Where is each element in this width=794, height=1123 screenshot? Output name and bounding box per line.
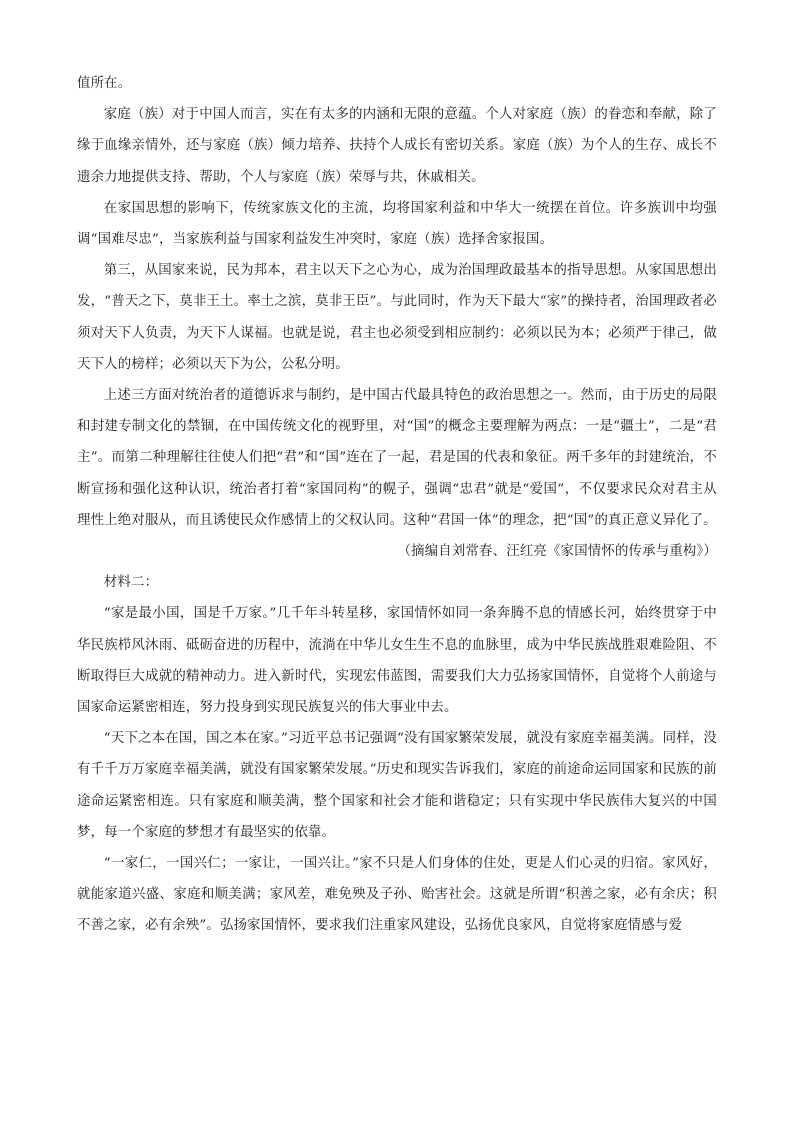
paragraph-family-smallest-nation: “家是最小国，国是千万家。”几千年斗转星移，家国情怀如同一条奔腾不息的情感长河，始终贯穿于中华民族栉风沐雨、砥砺奋进的历程中，流淌在中华儿女生生不息的血脉里，成为中华民族战胜艰难险阻、不断取得巨大成就的精神动力。进入新时代，实现宏伟蓝图，需要我们大力弘扬家国情怀，自觉将个人前途与国家命运紧密相连，努力投身到实现民族复兴的伟大事业中去。 — [77, 606, 717, 716]
paragraph-continuation: 值所在。 — [77, 76, 132, 91]
paragraph-family-state-thought: 在家国思想的影响下，传统家族文化的主流，均将国家利益和中华大一统摆在首位。许多族训中均强调“国难尽忠”，当家族利益与国家利益发生冲突时，家庭（族）选择舍家报国。 — [77, 200, 717, 248]
paragraph-third-point: 第三，从国家来说，民为邦本，君主以天下之心为心，成为治国理政最基本的指导思想。从家国思想出发，“普天之下，莫非王土。率土之滨，莫非王臣”。与此同时，作为天下最大“家”的操持者，治国理政者必须对天下人负责，为天下人谋福。也就是说，君主也必须受到相应制约：必须以民为本；必须严于律己，做天下人的榜样；必须以天下为公，公私分明。 — [77, 263, 717, 372]
document-body — [77, 68, 717, 942]
paragraph-root-of-nation: “天下之本在国，国之本在家。”习近平总书记强调“没有国家繁荣发展，就没有家庭幸福美满。同样，没有千千万万家庭幸福美满，就没有国家繁荣发展。”历史和现实告诉我们，家庭的前途命运同国家和民族的前途命运紧密相连。只有家庭和顺美满，整个国家和社会才能和谐稳定；只有实现中华民族伟大复兴的中国梦，每一个家庭的梦想才有最坚实的依靠。 — [77, 731, 717, 840]
material-two-heading: 材料二： — [103, 575, 159, 591]
paragraph-family-style: “一家仁，一国兴仁；一家让，一国兴让。”家不只是人们身体的住处，更是人们心灵的归宿。家风好，就能家道兴盛、家庭和顺美满；家风差，难免殃及子孙、贻害社会。这就是所谓“积善之家，必有余庆；积不善之家，必有余殃”。弘扬家国情怀，要求我们注重家风建设，弘扬优良家风，自觉将家庭情感与爱 — [77, 856, 717, 934]
source-citation: （摘编自刘常春、汪红亮《家国情怀的传承与重构》） — [397, 544, 717, 560]
paragraph-family-meaning: 家庭（族）对于中国人而言，实在有太多的内涵和无限的意蕴。个人对家庭（族）的眷恋和奉献，除了缘于血缘亲情外，还与家庭（族）倾力培养、扶持个人成长有密切关系。家庭（族）为个人的生存、成长不遗余力地提供支持、帮助，个人与家庭（族）荣辱与共，休戚相关。 — [77, 107, 717, 185]
paragraph-moral-constraint: 上述三方面对统治者的道德诉求与制约，是中国古代最具特色的政治思想之一。然而，由于历史的局限和封建专制文化的禁锢，在中国传统文化的视野里，对“国”的概念主要理解为两点：一是“疆土”，二是“君主”。而第二种理解往往使人们把“君”和“国”连在了一起，君是国的代表和象征。两千多年的封建统治，不断宣扬和强化这种认识，统治者打着“家国同构”的幌子，强调“忠君”就是“爱国”，不仅要求民众对君主从理性上绝对服从，而且诱使民众作感情上的父权认同。这种“君国一体”的理念，把“国”的真正意义异化了。 — [77, 388, 717, 528]
